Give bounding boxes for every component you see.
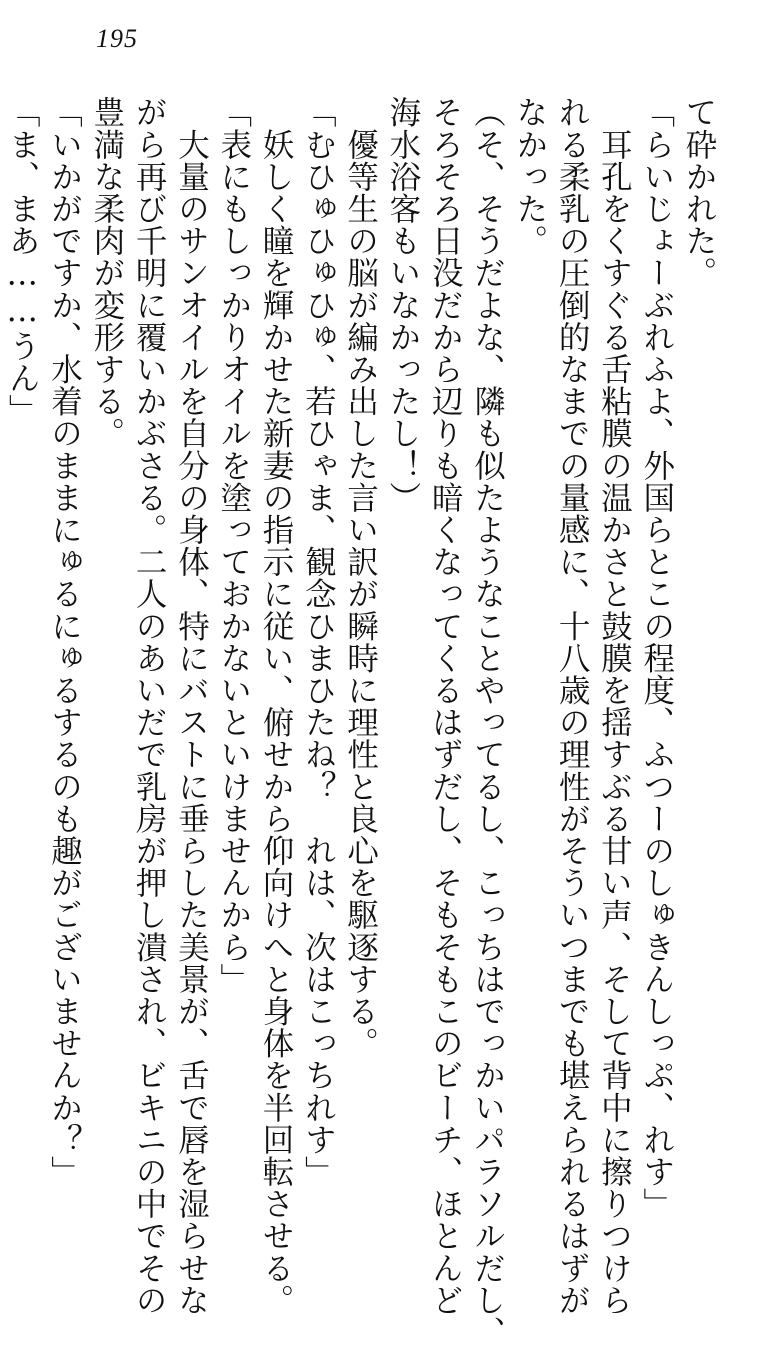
text-line: 「表にもしっかりオイルを塗っておかないといけませんから」 (215, 96, 252, 995)
text-line: 「らいじょーぶれふよ、外国らとこの程度、ふつーのしゅきんしっぷ、れす」 (638, 96, 675, 1220)
text-line: 大量のサンオイルを自分の身体、特にバストに垂らした美景が、舌で唇を湿らせな (173, 96, 210, 1316)
text-line: 「いかがですか、水着のままにゅるにゅるするのも趣がございませんか？」 (46, 96, 83, 1188)
text-line: 耳孔をくすぐる舌粘膜の温かさと鼓膜を揺すぶる甘い声、そして背中に擦りつけら (596, 96, 633, 1316)
text-line: 「むひゅひゅひゅ、若ひゃま、観念ひまひたね？ れは、次はこっちれす」 (300, 96, 337, 1188)
text-line: そろそろ日没だから辺りも暗くなってくるはずだし、そもそもこのビーチ、ほとんど (427, 96, 464, 1316)
text-line: て砕かれた。 (681, 96, 717, 289)
page-number: 195 (96, 24, 138, 53)
text-line: （そ、そうだよな、隣も似たようなことやってるし、こっちはでっかいパラソルだし、 (469, 96, 506, 1348)
text-line: 妖しく瞳を輝かせた新妻の指示に従い、俯せから仰向けへと身体を半回転させる。 (258, 96, 295, 1316)
text-line: 「ま、まあ……うん」 (4, 96, 41, 426)
text-line: 海水浴客もいなかったし！） (384, 96, 421, 514)
vertical-text-body (4, 96, 720, 1348)
text-line: 優等生の脳が編み出した言い訳が瞬時に理性と良心を駆逐する。 (342, 96, 379, 1059)
text-line: がら再び千明に覆いかぶさる。二人のあいだで乳房が押し潰され、ビキニの中でその (131, 96, 168, 1316)
text-line: 豊満な柔肉が変形する。 (88, 96, 125, 450)
text-line: なかった。 (511, 96, 548, 257)
text-line: れる柔乳の圧倒的なまでの量感に、十八歳の理性がそういつまでも堪えられるはずが (554, 96, 591, 1316)
